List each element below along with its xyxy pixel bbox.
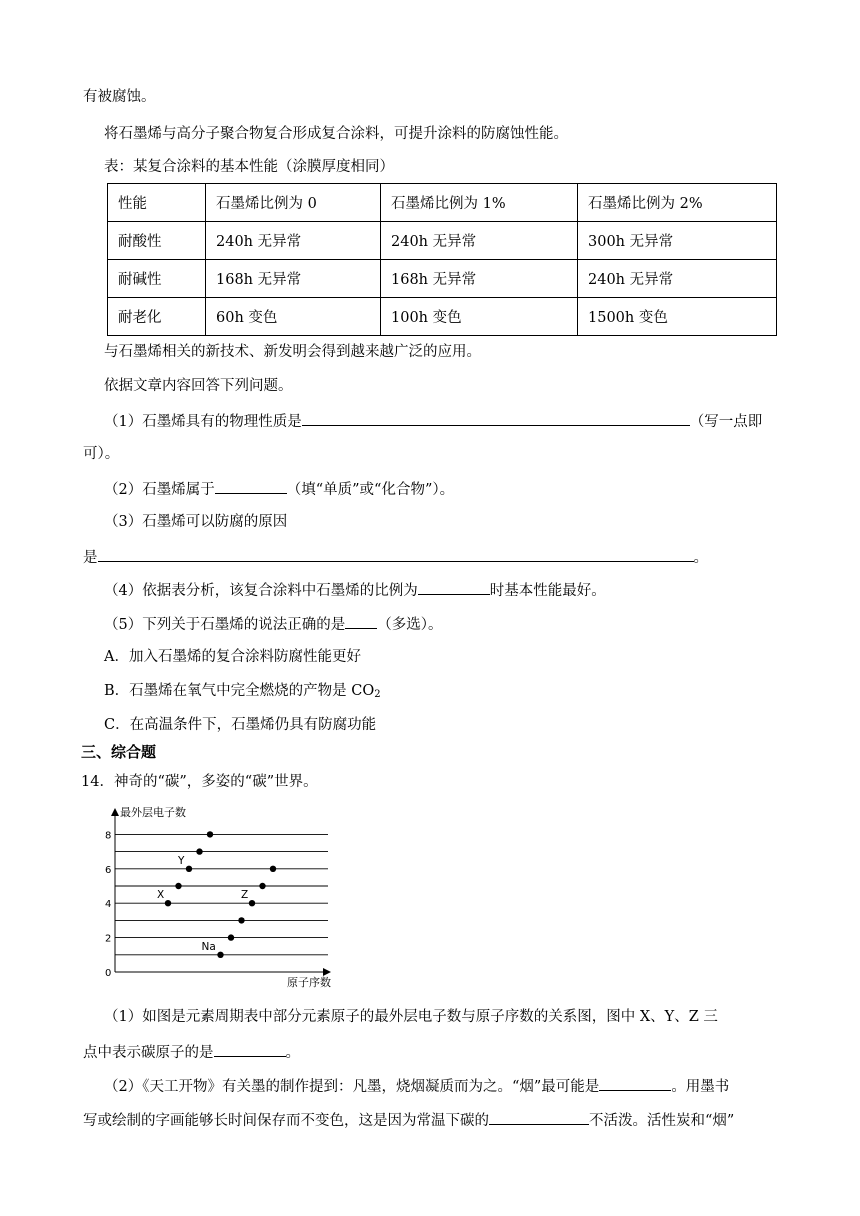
data-point <box>217 952 223 958</box>
answer-blank-14-2[interactable] <box>599 1075 671 1091</box>
table-header-row <box>108 184 777 222</box>
table-row <box>108 298 777 336</box>
y-axis-label: 最外层电子数 <box>120 806 186 819</box>
table-cell: 168h 无异常 <box>381 260 578 298</box>
data-point <box>186 866 192 872</box>
table-cell: 240h 无异常 <box>381 222 578 260</box>
q14-part-1-continued <box>83 1041 300 1063</box>
after-table-line-1: 与石墨烯相关的新技术、新发明会得到越来越广泛的应用。 <box>104 344 481 360</box>
table-header-cell: 石墨烯比例为 2% <box>578 184 777 222</box>
answer-blank-4[interactable] <box>418 579 490 595</box>
option-b-subscript: 2 <box>374 689 381 700</box>
question-1-continued: 可）。 <box>83 446 120 462</box>
y-tick-label: 4 <box>105 899 112 911</box>
question-2-text: （2）石墨烯属于 <box>104 482 215 498</box>
table-cell: 300h 无异常 <box>578 222 777 260</box>
data-point <box>175 883 181 889</box>
y-tick-label: 2 <box>105 933 112 945</box>
intro-line-2: 将石墨烯与高分子聚合物复合形成复合涂料，可提升涂料的防腐蚀性能。 <box>104 126 568 142</box>
data-point <box>165 900 171 906</box>
question-2-suffix: （填“单质”或“化合物”）。 <box>286 482 455 498</box>
performance-table <box>107 183 777 336</box>
question-14: 14．神奇的“碳”，多姿的“碳”世界。 <box>81 774 318 790</box>
q14-part-1-suffix: 。 <box>285 1045 300 1061</box>
option-c: C．在高温条件下，石墨烯仍具有防腐功能 <box>104 717 377 733</box>
table-cell: 1500h 变色 <box>578 298 777 336</box>
y-tick-label: 0 <box>105 968 112 979</box>
question-1-suffix: （写一点即 <box>689 414 763 430</box>
y-tick-label: 8 <box>105 830 112 842</box>
data-point <box>196 848 202 854</box>
data-point <box>238 917 244 923</box>
table-cell: 240h 无异常 <box>206 222 381 260</box>
table-cell: 168h 无异常 <box>206 260 381 298</box>
table-header-cell: 性能 <box>108 184 206 222</box>
table-row <box>108 260 777 298</box>
q14-part-2-mid: 。用墨书 <box>671 1079 730 1095</box>
data-point <box>207 831 213 837</box>
x-axis-label: 原子序数 <box>287 976 331 989</box>
question-1 <box>104 410 762 432</box>
question-2 <box>104 478 454 500</box>
point-label: Na <box>201 940 216 953</box>
point-label: Z <box>241 889 249 902</box>
table-row <box>108 222 777 260</box>
answer-blank-14-1[interactable] <box>214 1041 286 1057</box>
q14-part-1-text: 点中表示碳原子的是 <box>83 1045 214 1061</box>
table-caption: 表：某复合涂料的基本性能（涂膜厚度相同） <box>104 159 394 175</box>
data-point <box>270 866 276 872</box>
answer-blank-14-3[interactable] <box>489 1109 589 1125</box>
question-3: （3）石墨烯可以防腐的原因 <box>104 514 288 530</box>
q14-part-1: （1）如图是元素周期表中部分元素原子的最外层电子数与原子序数的关系图，图中 X、Y、Z 三 <box>104 1009 718 1025</box>
table-header-cell: 石墨烯比例为 0 <box>206 184 381 222</box>
table-cell: 耐酸性 <box>108 222 206 260</box>
option-b-text: B．石墨烯在氧气中完全燃烧的产物是 CO <box>104 683 375 699</box>
data-point <box>259 883 265 889</box>
intro-line-1: 有被腐蚀。 <box>83 89 156 105</box>
question-5-text: （5）下列关于石墨烯的说法正确的是 <box>104 617 346 633</box>
point-label: X <box>157 889 165 902</box>
table-cell: 240h 无异常 <box>578 260 777 298</box>
question-4-suffix: 时基本性能最好。 <box>489 583 606 599</box>
table-header-cell: 石墨烯比例为 1% <box>381 184 578 222</box>
table-cell: 耐碱性 <box>108 260 206 298</box>
question-3-continued <box>83 546 708 568</box>
q14-part-2-suffix: 不活泼。活性炭和“烟” <box>589 1113 735 1129</box>
q14-part-2-text: （2）《天工开物》有关墨的制作提到：凡墨，烧烟凝质而为之。“烟”最可能是 <box>104 1079 600 1095</box>
answer-blank-5[interactable] <box>345 613 377 629</box>
answer-blank-2[interactable] <box>215 478 287 494</box>
data-point <box>249 900 255 906</box>
y-tick-label: 6 <box>105 864 112 876</box>
question-1-text: （1）石墨烯具有的物理性质是 <box>104 414 302 430</box>
option-a: A．加入石墨烯的复合涂料防腐性能更好 <box>104 649 361 665</box>
q14-part-2-continued <box>83 1109 734 1131</box>
option-b <box>104 681 381 705</box>
answer-blank-3[interactable] <box>98 546 694 562</box>
question-3-suffix: 。 <box>693 550 708 566</box>
table-cell: 耐老化 <box>108 298 206 336</box>
table-cell: 60h 变色 <box>206 298 381 336</box>
point-label: Y <box>178 854 185 867</box>
electron-chart <box>95 800 340 995</box>
data-point <box>228 934 234 940</box>
question-4 <box>104 579 606 601</box>
question-5-suffix: （多选）。 <box>377 617 443 633</box>
after-table-line-2: 依据文章内容回答下列问题。 <box>104 378 293 394</box>
question-3-prefix: 是 <box>83 550 98 566</box>
question-5 <box>104 613 442 635</box>
table-cell: 100h 变色 <box>381 298 578 336</box>
question-4-text: （4）依据表分析，该复合涂料中石墨烯的比例为 <box>104 583 418 599</box>
q14-part-2-text-2: 写或绘制的字画能够长时间保存而不变色，这是因为常温下碳的 <box>83 1113 489 1129</box>
answer-blank-1[interactable] <box>302 410 690 426</box>
q14-part-2 <box>104 1075 729 1097</box>
section-heading: 三、综合题 <box>81 743 157 761</box>
